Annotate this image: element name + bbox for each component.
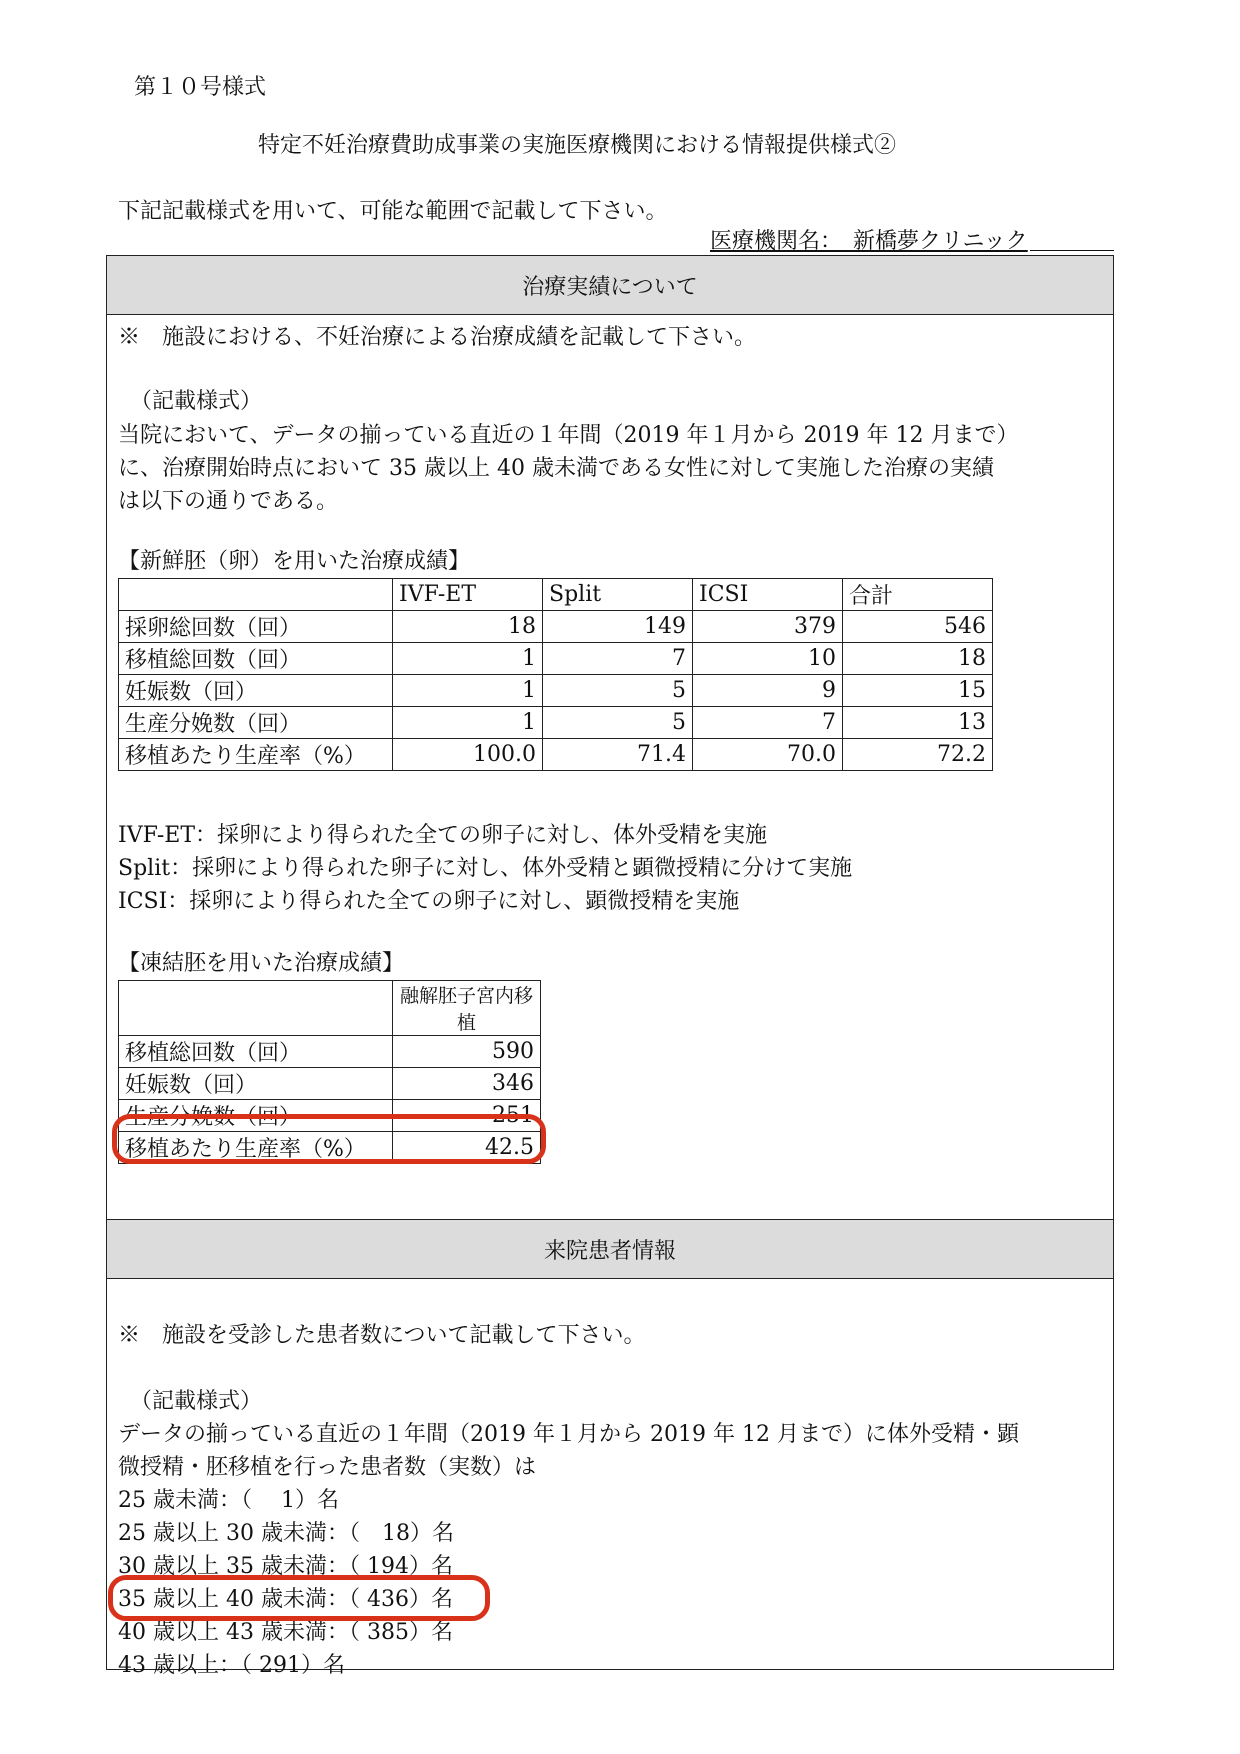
- row-label: 移植あたり生産率（%）: [119, 739, 393, 771]
- table-row: [119, 643, 993, 675]
- table-cell: 149: [543, 611, 693, 643]
- table-row: [119, 1068, 541, 1100]
- table-cell: 7: [693, 707, 843, 739]
- row-label: 妊娠数（回）: [119, 1068, 393, 1100]
- table-cell: 18: [393, 611, 543, 643]
- table-cell: 72.2: [843, 739, 993, 771]
- form-number: 第１０号様式: [134, 75, 267, 100]
- row-label: 生産分娩数（回）: [119, 707, 393, 739]
- section2-format-label: （記載様式）: [130, 1389, 263, 1414]
- definition-split: Split：採卵により得られた卵子に対し、体外受精と顕微授精に分けて実施: [118, 856, 853, 881]
- section1-format-label: （記載様式）: [130, 389, 263, 414]
- section2-desc-line: 微授精・胚移植を行った患者数（実数）は: [118, 1455, 537, 1480]
- row-label: 妊娠数（回）: [119, 675, 393, 707]
- section-heading-treatment: [106, 255, 1114, 315]
- table-cell: 100.0: [393, 739, 543, 771]
- definition-icsi: ICSI：採卵により得られた全ての卵子に対し、顕微授精を実施: [118, 889, 740, 914]
- age-group-line: 25 歳未満：（ 1）名: [118, 1488, 339, 1513]
- highlight-frozen-live-birth-rate: [112, 1114, 546, 1164]
- table-header-cell: [119, 981, 393, 1036]
- table-header-row: [119, 981, 541, 1036]
- table-cell: 13: [843, 707, 993, 739]
- table-cell: 42.5: [393, 1132, 541, 1164]
- table-cell: 1: [393, 707, 543, 739]
- table-cell: 71.4: [543, 739, 693, 771]
- row-label: 移植総回数（回）: [119, 643, 393, 675]
- row-label: 採卵総回数（回）: [119, 611, 393, 643]
- age-group-line: 25 歳以上 30 歳未満：（ 18）名: [118, 1521, 454, 1546]
- table-cell: 590: [393, 1036, 541, 1068]
- fresh-table-title: 【新鮮胚（卵）を用いた治療成績】: [118, 549, 471, 574]
- highlight-age-35-40: [108, 1575, 490, 1621]
- table-header-cell: ICSI: [693, 579, 843, 611]
- age-group-line: 40 歳以上 43 歳未満：（ 385）名: [118, 1620, 453, 1645]
- institution-underline: [1030, 250, 1114, 251]
- section-heading-patients: [106, 1219, 1114, 1279]
- section2-note: ※ 施設を受診した患者数について記載して下さい。: [118, 1323, 646, 1348]
- section-heading-patients-label: 来院患者情報: [543, 1238, 676, 1264]
- document-title: 特定不妊治療費助成事業の実施医療機関における情報提供様式②: [258, 133, 897, 158]
- table-cell: 346: [393, 1068, 541, 1100]
- table-row: [119, 675, 993, 707]
- age-group-line: 30 歳以上 35 歳未満：（ 194）名: [118, 1554, 453, 1579]
- table-cell: 9: [693, 675, 843, 707]
- row-label: 移植総回数（回）: [119, 1036, 393, 1068]
- table-header-cell: 合計: [843, 579, 993, 611]
- section2-desc-line: データの揃っている直近の１年間（2019 年１月から 2019 年 12 月まで）に体外受精・顕: [118, 1422, 1019, 1447]
- table-cell: 10: [693, 643, 843, 675]
- definition-ivf-et: IVF-ET：採卵により得られた全ての卵子に対し、体外受精を実施: [118, 823, 768, 848]
- table-header-cell: Split: [543, 579, 693, 611]
- table-header-row: [119, 579, 993, 611]
- fresh-embryo-table: [118, 578, 993, 771]
- table-cell: 5: [543, 675, 693, 707]
- section1-note: ※ 施設における、不妊治療による治療成績を記載して下さい。: [118, 325, 757, 350]
- age-group-line: 43 歳以上：（ 291）名: [118, 1653, 345, 1678]
- row-label: 生産分娩数（回）: [119, 1100, 393, 1132]
- frozen-table-title: 【凍結胚を用いた治療成績】: [118, 951, 405, 976]
- table-row: [119, 1036, 541, 1068]
- section-heading-treatment-label: 治療実績について: [522, 274, 698, 300]
- table-cell: 70.0: [693, 739, 843, 771]
- age-group-line: 35 歳以上 40 歳未満：（ 436）名: [118, 1587, 453, 1612]
- table-row: [119, 707, 993, 739]
- table-cell: 18: [843, 643, 993, 675]
- table-cell: 379: [693, 611, 843, 643]
- row-label: 移植あたり生産率（%）: [119, 1132, 393, 1164]
- table-cell: 251: [393, 1100, 541, 1132]
- table-header-cell: 融解胚子宮内移植: [393, 981, 541, 1036]
- table-header-cell: IVF-ET: [393, 579, 543, 611]
- table-cell: 15: [843, 675, 993, 707]
- table-cell: 5: [543, 707, 693, 739]
- table-row: [119, 611, 993, 643]
- table-cell: 1: [393, 675, 543, 707]
- table-cell: 7: [543, 643, 693, 675]
- table-cell: 546: [843, 611, 993, 643]
- section1-desc-line: は以下の通りである。: [118, 489, 339, 514]
- institution-name: 医療機関名： 新橋夢クリニック: [710, 229, 1028, 254]
- instruction-text: 下記記載様式を用いて、可能な範囲で記載して下さい。: [118, 199, 668, 224]
- table-cell: 1: [393, 643, 543, 675]
- table-row: [119, 739, 993, 771]
- section1-desc-line: に、治療開始時点において 35 歳以上 40 歳未満である女性に対して実施した治療の実績: [118, 456, 994, 481]
- table-header-cell: [119, 579, 393, 611]
- section1-desc-line: 当院において、データの揃っている直近の１年間（2019 年１月から 2019 年 12 月まで）: [118, 423, 1019, 448]
